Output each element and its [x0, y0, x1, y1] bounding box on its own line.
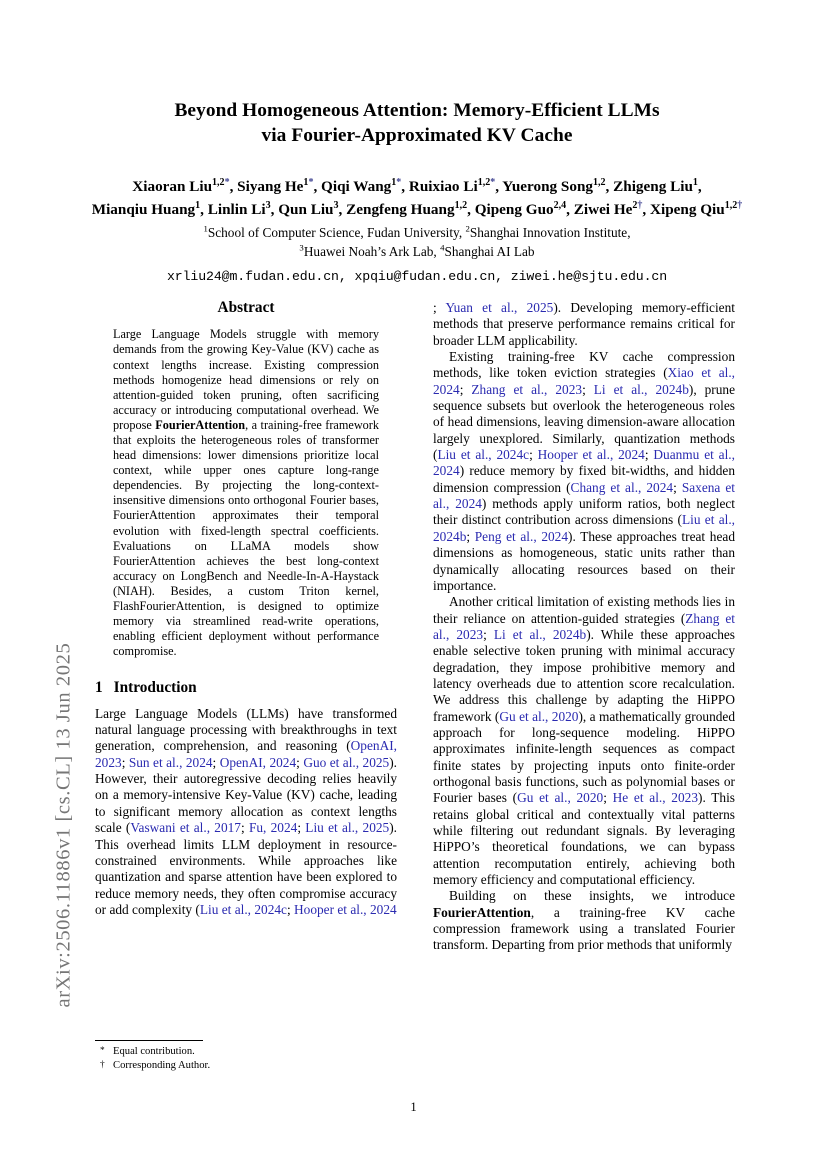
paper-masthead	[72, 98, 762, 284]
intro-p1-sep-4: ;	[240, 820, 249, 836]
citation-li-2024b[interactable]: Li et al., 2024b	[593, 381, 689, 397]
citation-zhang-2023[interactable]: Zhang et al., 2023	[471, 381, 583, 397]
abstract-term-fourierattention: FourierAttention	[155, 417, 246, 432]
citation-zhang-2023-b[interactable]: Zhang et al., 2023	[433, 610, 735, 642]
citation-chang-2024[interactable]: Chang et al., 2024	[570, 479, 674, 495]
right-column	[433, 300, 735, 954]
intro-p1-text-d: ). Developing memory-efficient methods that preserve performance remains critical for broader LLM applicability.	[433, 300, 735, 348]
citation-sun-2024[interactable]: Sun et al., 2024	[128, 754, 213, 770]
footnote-text-1: Equal contribution.	[113, 1046, 195, 1057]
citation-liu-2024c[interactable]: Liu et al., 2024c	[199, 901, 287, 917]
section-heading-introduction	[95, 680, 397, 696]
intro-p3-sep-2: ;	[603, 790, 613, 806]
intro-paragraph-1	[95, 706, 397, 918]
affiliation-list	[72, 224, 762, 261]
intro-p1-sep-2: ;	[212, 754, 220, 770]
footnote-mark-dagger: †	[100, 1060, 105, 1071]
intro-p4-text-b: , a training-free KV cache compression framework using a translated Fourier transform. Departing from prior methods that uniformly	[433, 904, 735, 953]
citation-liu-2024c-b[interactable]: Liu et al., 2024c	[437, 447, 530, 463]
citation-xiao-2024[interactable]: Xiao et al., 2024	[433, 365, 735, 397]
intro-p2-sep-4: ;	[644, 447, 654, 463]
abstract-text-2: , a training-free framework that exploits the heterogeneous roles of transformer head dimensions: lower dimensions prioritize local context, while upper ones capture long-range dependencies. By projecting the long-context-insensitive dimensions onto orthogonal Fourier bases, FourierAttention approximates their temporal evolution with fixed-length spectral coefficients. Evaluations on LLaMA models show FourierAttention achieves the best long-context accuracy on LongBench and Needle-In-A-Haystack (NIAH). Besides, a custom Triton kernel, FlashFourierAttention, is designed to optimize memory via streamlined read-write operations, enabling efficient deployment without performance compromise.	[113, 417, 379, 659]
intro-paragraph-1-continued	[433, 300, 735, 349]
intro-p1-text-b: ). However, their autoregressive decoding relies heavily on a memory-intensive Key-Value (KV) cache, leading to significant memory allocation as context lengths scale (	[95, 754, 398, 836]
citation-liu-2025[interactable]: Liu et al., 2025	[305, 820, 390, 836]
abstract-body	[113, 327, 379, 659]
intro-p2-sep-2: ;	[582, 381, 594, 397]
title-line-2: via Fourier-Approximated KV Cache	[261, 125, 573, 146]
citation-duanmu-2024[interactable]: Duanmu et al., 2024	[433, 447, 735, 479]
intro-p2-sep-5: ;	[673, 479, 682, 495]
abstract-heading: Abstract	[217, 299, 275, 316]
intro-paragraph-4	[433, 888, 735, 953]
abstract-paragraph	[113, 327, 379, 659]
citation-yuan-2025[interactable]: Yuan et al., 2025	[445, 300, 554, 315]
citation-liu-2024b[interactable]: Liu et al., 2024b	[433, 512, 735, 544]
intro-p2-text-c: ) reduce memory by fixed bit-widths, and hidden dimension compression (	[433, 463, 735, 495]
author-line-1: Xiaoran Liu$^{1,2*}$, Siyang $He^{1*}$, Qiqi Wang$^{1*}$, Ruixiao $Li^{1,2*}$, Yuerong Song$^{1,2}$, Zhigeng Liu$^1$,	[132, 176, 702, 195]
intro-p2-text-e: ). These approaches treat head dimensions as homogeneous, static units rather than dynamically allocating resources based on their importance.	[433, 528, 735, 593]
footnote-equal-contribution	[95, 1045, 397, 1059]
citation-hooper-2024[interactable]: Hooper et al., 2024	[294, 901, 397, 917]
intro-p2-text-a: Existing training-free KV cache compression methods, like token eviction strategies (	[433, 349, 735, 381]
citation-peng-2024[interactable]: Peng et al., 2024	[474, 528, 569, 544]
citation-vaswani-2017[interactable]: Vaswani et al., 2017	[130, 820, 241, 836]
left-column	[95, 300, 397, 918]
footnote-corresponding-author	[95, 1059, 397, 1073]
intro-p2-sep-3: ;	[529, 447, 538, 463]
intro-p1-text-a: Large Language Models (LLMs) have transformed natural language processing with breakthroughs in text generation, comprehension, and reasoning (	[95, 705, 397, 754]
citation-li-2024b-b[interactable]: Li et al., 2024b	[493, 626, 587, 642]
page-title	[72, 98, 762, 148]
intro-p2-text-b: ), prune sequence subsets but overlook the heterogeneous roles of head dimensions, leaving dimension-aware allocation largely unexplored. Similarly, quantization methods (	[433, 381, 736, 463]
intro-paragraph-3	[433, 594, 735, 888]
intro-p3-text-b: ). While these approaches enable selective token pruning with minimal accuracy degradation, they impose prohibitive memory and latency overheads due to attention score recalculation. We address this challenge by adapting the HiPPO framework (	[433, 626, 735, 724]
arxiv-stamp-text: arXiv:2506.11886v1 [cs.CL] 13 Jun 2025	[52, 642, 75, 1008]
citation-he-2023[interactable]: He et al., 2023	[612, 790, 698, 806]
footnote-mark-asterisk: *	[100, 1046, 105, 1056]
intro-p3-sep-1: ;	[483, 626, 494, 642]
affiliation-line-2: $^3$Huawei Noah’s Ark Lab, $^4$Shanghai AI Lab	[299, 242, 535, 259]
author-line-2: Mianqiu Huang$^1$, Linlin Li$^3$, Qun Liu$^3$, Zengfeng Huang$^{1,2}$, Qipeng Guo$^{2,4}$, Ziwei $He^{2\dagger}$, Xipeng Qiu$^{1,2\dagger}$	[91, 199, 743, 218]
section-number: 1	[95, 679, 103, 697]
title-line-1: Beyond Homogeneous Attention: Memory-Efficient LLMs	[174, 100, 660, 121]
intro-p2-sep-1: ;	[459, 381, 472, 397]
citation-openai-2024[interactable]: OpenAI, 2024	[219, 754, 297, 770]
intro-p1-sep-1: ;	[121, 754, 129, 770]
citation-guo-2025[interactable]: Guo et al., 2025	[303, 754, 390, 770]
intro-p1-sep-7: ;	[433, 300, 446, 315]
citation-hooper-2024-b[interactable]: Hooper et al., 2024	[537, 447, 645, 463]
citation-fu-2024[interactable]: Fu, 2024	[248, 820, 298, 836]
citation-gu-2020[interactable]: Gu et al., 2020	[499, 708, 579, 724]
intro-p3-text-c: ), a mathematically grounded approach for long-sequence modeling. HiPPO approximates infinite-length sequences as compact finite states by projecting inputs onto finite-order orthogonal basis functions, such as polynomial bases or Fourier bases (	[433, 708, 736, 806]
intro-p1-sep-5: ;	[297, 820, 306, 836]
affiliation-line-1: $^1$School of Computer Science, Fudan University, $^2$Shanghai Innovation Institute,	[203, 223, 631, 240]
author-list	[72, 176, 762, 221]
citation-saxena-2024[interactable]: Saxena et al., 2024	[433, 479, 735, 512]
citation-gu-2020-b[interactable]: Gu et al., 2020	[517, 790, 604, 806]
citation-openai-2023[interactable]: OpenAI, 2023	[95, 738, 397, 770]
contact-emails: xrliu24@m.fudan.edu.cn, xpqiu@fudan.edu.cn, ziwei.he@sjtu.edu.cn	[166, 269, 668, 284]
abstract-text-1: Large Language Models struggle with memory demands from the growing Key-Value (KV) cache as context lengths increase. Existing compression methods homogenize head dimensions or rely on attention-guided token pruning, often sacrificing accuracy or introducing computational overhead. We propose	[113, 327, 379, 432]
intro-p3-text-d: ). This retains global critical and contextually vital patterns while filtering out redundant signals. By leveraging HiPPO’s theoretical foundations, we can bypass attention recomputation entirely, achieving both memory efficiency and computational efficiency.	[433, 790, 735, 888]
footnote-text-2: Corresponding Author.	[113, 1060, 211, 1072]
intro-p2-text-d: ) methods apply uniform ratios, both neglect their distinct contribution across dimensions (	[433, 496, 735, 528]
intro-p4-text-a: Building on these insights, we introduce	[449, 888, 735, 904]
footnote-divider	[95, 1040, 203, 1041]
footnote-block	[95, 1040, 397, 1073]
intro-p1-text-c: ). This overhead limits LLM deployment in resource-constrained environments. While approaches like quantization and sparse attention have been explored to reduce memory needs, they often compromise accuracy or add complexity (	[95, 820, 397, 917]
page-number: 1	[410, 1100, 417, 1114]
intro-p1-sep-6: ;	[286, 901, 295, 917]
intro-paragraph-2	[433, 349, 735, 594]
intro-term-fourierattention: FourierAttention	[433, 904, 531, 920]
intro-p2-sep-6: ;	[466, 528, 475, 544]
intro-p1-sep-3: ;	[296, 754, 304, 770]
section-title: Introduction	[113, 679, 197, 697]
intro-p3-text-a: Another critical limitation of existing methods lies in their reliance on attention-guided strategies (	[433, 594, 735, 626]
body-columns	[95, 300, 735, 1110]
